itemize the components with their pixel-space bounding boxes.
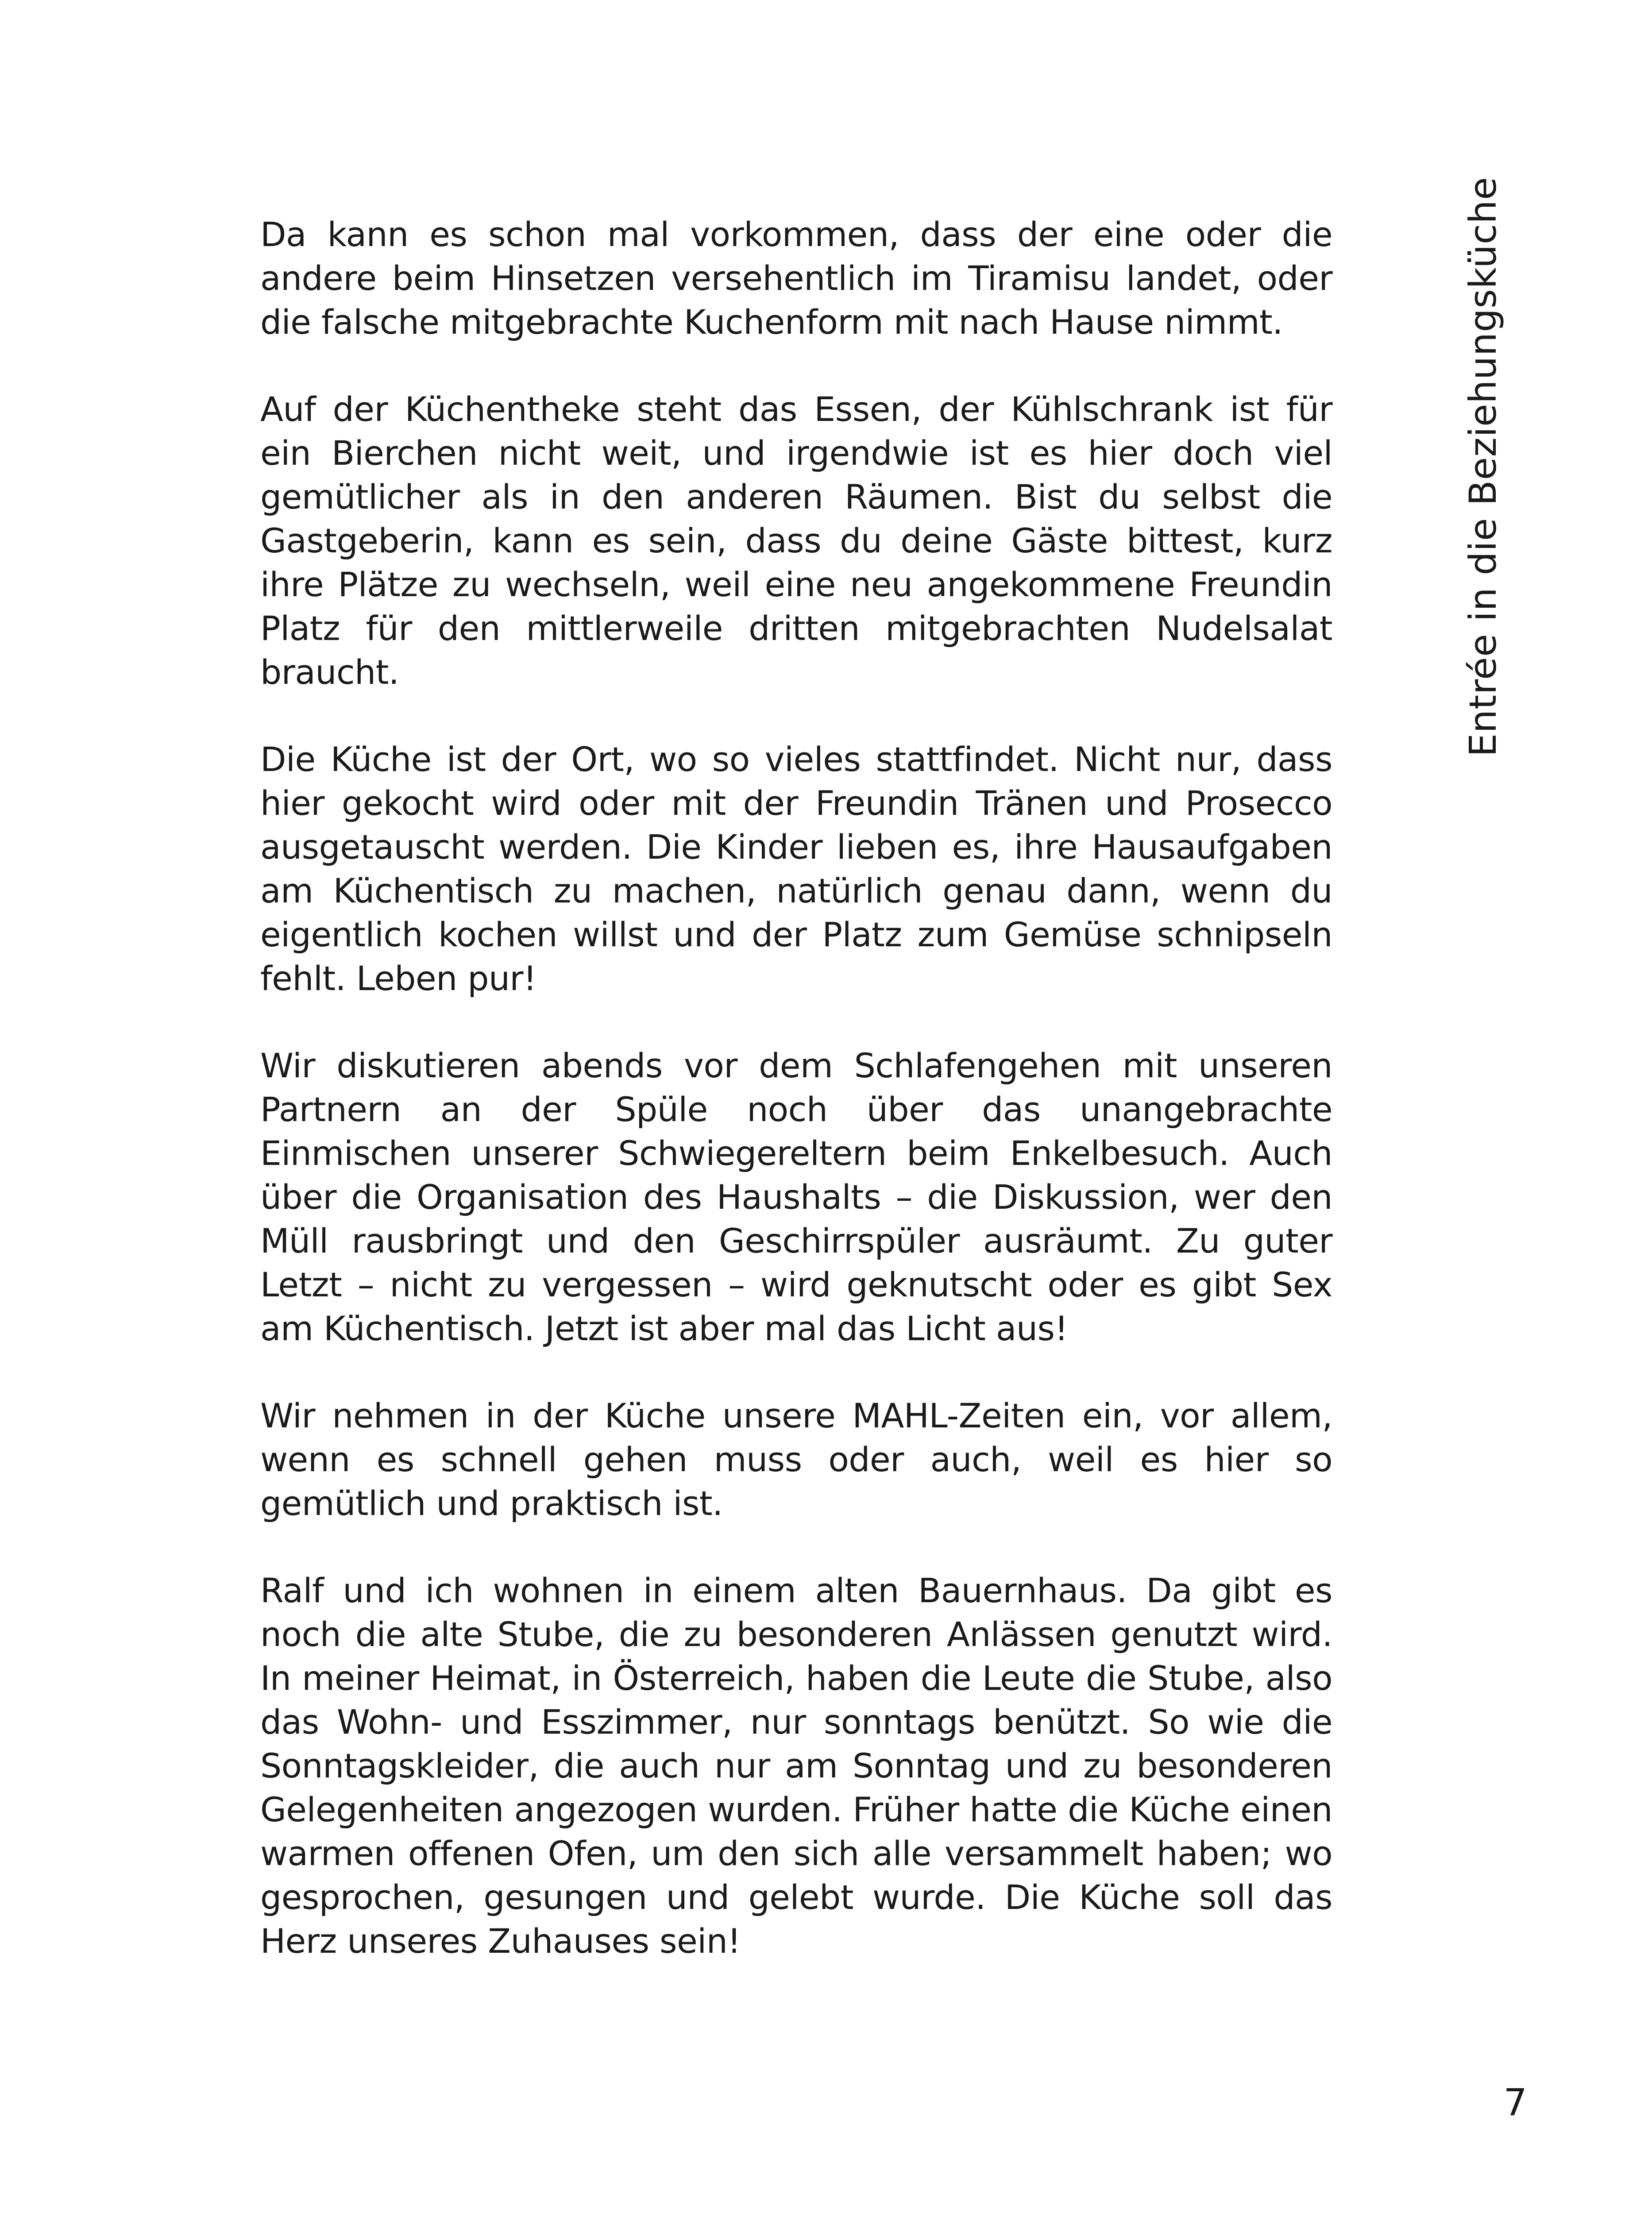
running-head: Entrée in die Beziehungsküche xyxy=(1461,177,1505,757)
paragraph-5: Wir nehmen in der Küche unsere MAHL-Zeiten ein, vor allem, wenn es schnell gehen muss oder auch, weil es hier so gemütlich und praktisch ist. xyxy=(260,1396,1332,1523)
paragraph-6: Ralf und ich wohnen in einem alten Bauernhaus. Da gibt es noch die alte Stube, die zu besonderen Anlässen genutzt wird. In meiner Heimat, in Österreich, haben die Leute die Stube, also das Wohn- und Esszimmer, nur sonntags benützt. So wie die Sonntagskleider, die auch nur am Sonntag und zu besonderen Gelegenheiten angezogen wurden. Früher hatte die Küche einen warmen offenen Ofen, um den sich alle versammelt haben; wo gesprochen, gesungen und gelebt wurde. Die Küche soll das Herz unseres Zuhauses sein! xyxy=(260,1571,1332,1961)
page-number: 7 xyxy=(1503,2081,1527,2124)
paragraph-1: Da kann es schon mal vorkommen, dass der eine oder die andere beim Hinsetzen versehentlich im Tiramisu landet, oder die falsche mitgebrachte Kuchenform mit nach Hause nimmt. xyxy=(260,215,1332,342)
body-text xyxy=(260,212,1332,1963)
paragraph-3: Die Küche ist der Ort, wo so vieles stattfindet. Nicht nur, dass hier gekocht wird oder mit der Freundin Tränen und Prosecco ausgetauscht werden. Die Kinder lieben es, ihre Hausaufgaben am Küchentisch zu machen, natürlich genau dann, wenn du eigentlich kochen willst und der Platz zum Gemüse schnipseln fehlt. Leben pur! xyxy=(260,740,1332,998)
paragraph-2: Auf der Küchentheke steht das Essen, der Kühlschrank ist für ein Bierchen nicht weit, und irgendwie ist es hier doch viel gemütlicher als in den anderen Räumen. Bist du selbst die Gastgeberin, kann es sein, dass du deine Gäste bittest, kurz ihre Plätze zu wechseln, weil eine neu angekommene Freundin Platz für den mittlerweile dritten mitgebrachten Nudelsalat braucht. xyxy=(260,389,1332,692)
paragraph-4: Wir diskutieren abends vor dem Schlafengehen mit unseren Partnern an der Spüle noch über das unangebrachte Einmischen unserer Schwiegereltern beim Enkelbesuch. Auch über die Organisation des Haushalts – die Diskussion, wer den Müll rausbringt und den Geschirrspüler ausräumt. Zu guter Letzt – nicht zu vergessen – wird geknutscht oder es gibt Sex am Küchentisch. Jetzt ist aber mal das Licht aus! xyxy=(260,1046,1332,1348)
